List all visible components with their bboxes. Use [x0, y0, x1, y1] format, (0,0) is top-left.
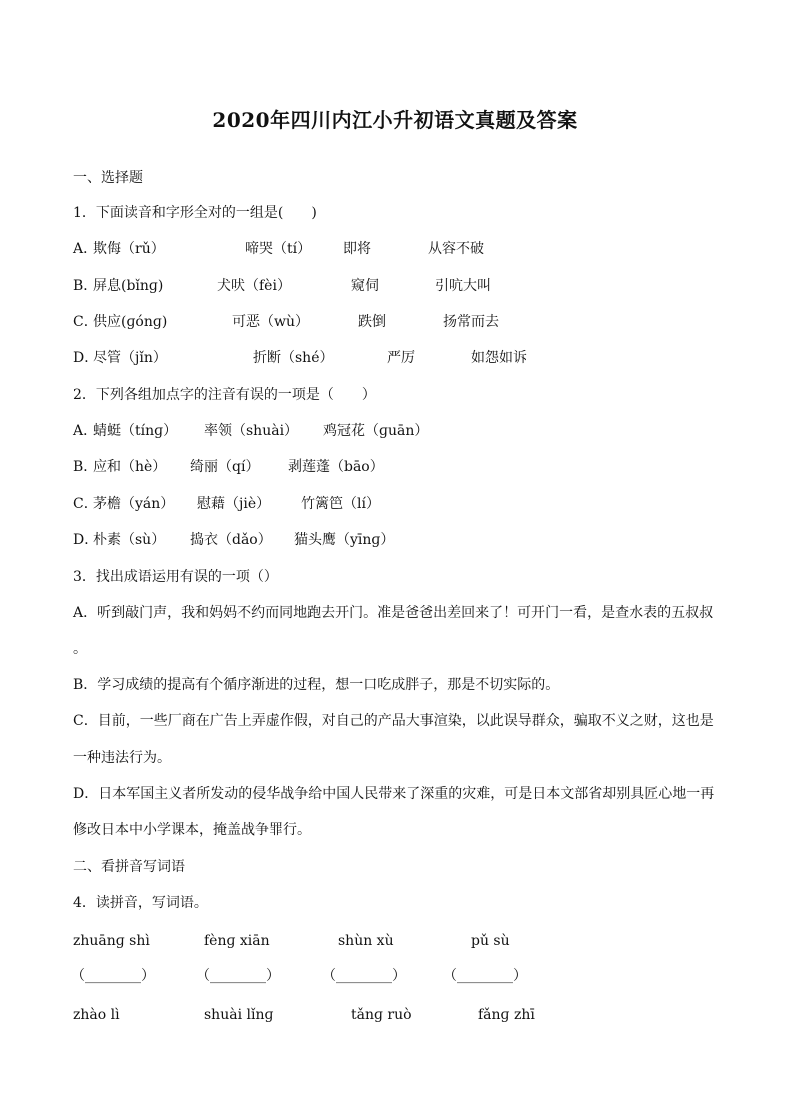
option-item: 猫头鹰（yīnɡ）: [294, 532, 395, 548]
option-item: 供应(ɡónɡ): [93, 314, 168, 330]
pinyin-word: fǎnɡ zhī: [478, 1007, 535, 1023]
option-item: 犬吠（fèi）: [217, 278, 291, 294]
option-label: B．: [73, 459, 98, 475]
option-item: 可恶（wù）: [232, 314, 309, 330]
option-item: 竹篱笆（lí）: [301, 496, 380, 512]
option-label: D．: [73, 532, 99, 548]
option-item: 绮丽（qí）: [190, 459, 260, 475]
answer-blank[interactable]: （________）: [71, 968, 155, 984]
option-item: 屏息(bǐnɡ): [93, 278, 164, 294]
question-2-stem: 2．下列各组加点字的注音有误的一项是（ ）: [73, 387, 376, 403]
q3-option-c-line1: C．目前，一些厂商在广告上弄虚作假，对自己的产品大事渲染，以此误导群众，骗取不义之财，这也是: [73, 713, 714, 729]
option-item: 窥伺: [351, 278, 379, 294]
option-item: 蜻蜓（tínɡ）: [93, 423, 178, 439]
question-1-stem: 1．下面读音和字形全对的一组是( ): [73, 205, 317, 221]
option-item: 啼哭（tí）: [245, 241, 312, 257]
option-item: 折断（shé）: [253, 350, 334, 366]
option-item: 率领（shuài）: [204, 423, 299, 439]
pinyin-word: zhuānɡ shì: [73, 933, 150, 949]
q3-option-c-line2: 一种违法行为。: [73, 750, 171, 766]
option-item: 从容不破: [428, 241, 484, 257]
pinyin-word: fènɡ xiān: [204, 933, 270, 949]
answer-blank[interactable]: （________）: [322, 968, 406, 984]
option-label: B．: [73, 278, 98, 294]
option-label: D．: [73, 350, 99, 366]
section-heading-pinyin: 二、看拼音写词语: [73, 859, 185, 875]
option-item: 即将: [343, 241, 371, 257]
pinyin-word: tǎnɡ ruò: [351, 1007, 412, 1023]
option-label: C．: [73, 496, 98, 512]
pinyin-word: shùn xù: [338, 933, 394, 949]
option-item: 慰藉（jiè）: [197, 496, 271, 512]
option-label: A．: [73, 423, 98, 439]
option-item: 应和（hè）: [93, 459, 167, 475]
answer-blank[interactable]: （________）: [443, 968, 527, 984]
q3-option-d-line2: 修改日本中小学课本，掩盖战争罪行。: [73, 822, 311, 838]
option-item: 跌倒: [358, 314, 386, 330]
question-4-stem: 4．读拼音，写词语。: [73, 895, 208, 911]
option-item: 如怨如诉: [471, 350, 527, 366]
option-item: 朴素（sù）: [93, 532, 166, 548]
section-heading-choice: 一、选择题: [73, 170, 143, 186]
option-item: 捣衣（dǎo）: [190, 532, 272, 548]
option-item: 鸡冠花（ɡuān）: [323, 423, 429, 439]
option-item: 尽管（jǐn）: [93, 350, 167, 366]
q3-option-b: B．学习成绩的提高有个循序渐进的过程，想一口吃成胖子，那是不切实际的。: [73, 677, 560, 693]
option-item: 剥莲蓬（bāo）: [288, 459, 384, 475]
page-title: 2020年四川内江小升初语文真题及答案: [212, 108, 578, 132]
option-item: 严厉: [387, 350, 415, 366]
q3-option-d-line1: D．日本军国主义者所发动的侵华战争给中国人民带来了深重的灾难，可是日本文部省却别具匠心地一再: [73, 786, 715, 802]
option-item: 茅檐（yán）: [93, 496, 175, 512]
option-item: 欺侮（rǔ）: [93, 241, 165, 257]
option-label: C．: [73, 314, 98, 330]
question-3-stem: 3．找出成语运用有误的一项（）: [73, 569, 278, 585]
option-label: A．: [73, 241, 98, 257]
answer-blank[interactable]: （________）: [196, 968, 280, 984]
option-item: 引吭大叫: [435, 278, 491, 294]
q3-option-a-line2: 。: [73, 641, 87, 657]
pinyin-word: pǔ sù: [471, 933, 510, 949]
pinyin-word: zhào lì: [73, 1007, 120, 1023]
option-item: 扬常而去: [443, 314, 499, 330]
q3-option-a-line1: A．听到敲门声，我和妈妈不约而同地跑去开门。准是爸爸出差回来了！可开门一看，是查水表的五叔叔: [73, 605, 714, 621]
pinyin-word: shuài lǐnɡ: [204, 1007, 274, 1023]
